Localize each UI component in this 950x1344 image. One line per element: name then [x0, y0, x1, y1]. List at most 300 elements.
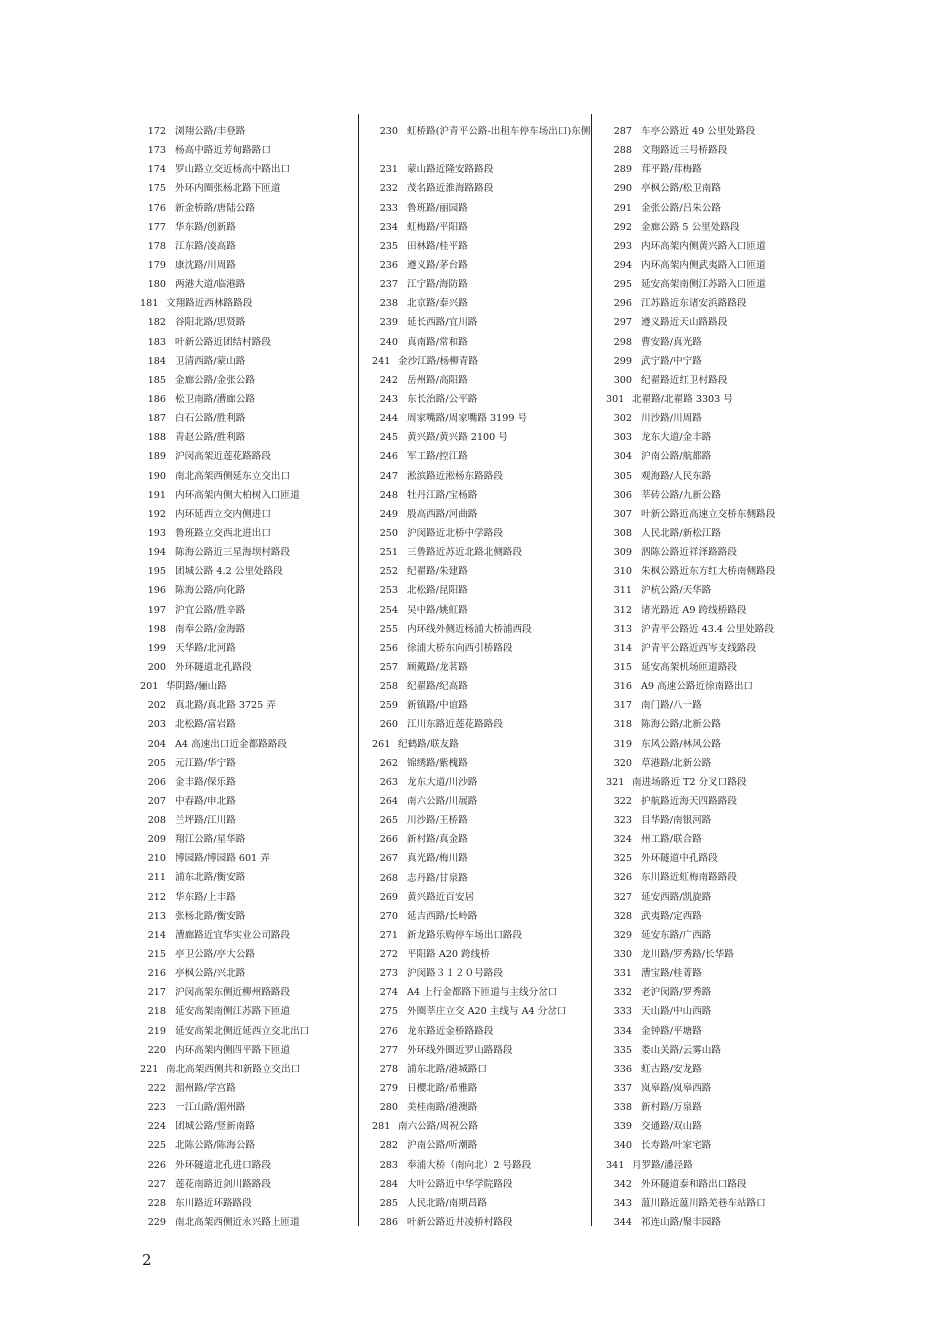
list-item: [372, 543, 602, 562]
item-location: 人民北路/南期昌路: [407, 1197, 487, 1209]
item-number: 292: [613, 221, 632, 233]
item-location: 内环高架内侧大柏树入口匝道: [175, 489, 300, 501]
item-location: 日樱北路/希雅路: [407, 1083, 478, 1095]
list-item: [372, 1022, 602, 1041]
item-location: 莲花南路近剑川路路段: [175, 1178, 271, 1190]
item-location: 南进场路近 T2 分叉口路段: [632, 776, 747, 788]
item-location: 康沈路/川周路: [175, 259, 236, 271]
list-item: [606, 371, 836, 390]
list-item: [606, 1079, 836, 1098]
item-number: 302: [613, 413, 632, 425]
item-number: 260: [379, 719, 398, 731]
item-number: 279: [379, 1083, 398, 1095]
list-item: [140, 390, 370, 409]
item-location: 延吉西路/长岭路: [407, 910, 478, 922]
item-number: 312: [613, 604, 632, 616]
list-item: [372, 811, 602, 830]
list-item: [606, 945, 836, 964]
item-location: 纪翟路近红卫村路段: [641, 374, 728, 386]
item-location: 龙东大道/川沙路: [407, 776, 478, 788]
item-location: 松卫南路/漕廊公路: [175, 393, 255, 405]
item-number: 314: [613, 642, 632, 654]
item-number: 306: [613, 489, 632, 501]
item-number: 344: [613, 1217, 632, 1229]
list-item: [140, 1060, 370, 1079]
item-number: 320: [613, 757, 632, 769]
item-number: 178: [147, 240, 166, 252]
list-item: [140, 1041, 370, 1060]
item-number: 286: [379, 1217, 398, 1229]
item-number: 230: [379, 126, 398, 137]
item-number: 305: [613, 470, 632, 482]
item-number: 266: [379, 834, 398, 846]
item-location: 川沙路/王桥路: [407, 815, 468, 827]
list-item: [140, 945, 370, 964]
item-number: 275: [379, 1006, 398, 1018]
item-location: 纪翟路/朱建路: [407, 566, 468, 578]
item-number: 340: [613, 1140, 632, 1152]
list-item: [372, 869, 602, 888]
list-item: [372, 907, 602, 926]
item-location: 亭枫公路/兴北路: [175, 968, 246, 980]
list-item: [606, 486, 836, 505]
list-item: [606, 1022, 836, 1041]
list-item: [606, 715, 836, 734]
list-item: [606, 543, 836, 562]
item-location: 北松路/富岩路: [175, 719, 236, 731]
item-location: 叶新公路近高速立交桥东侧路段: [641, 508, 776, 520]
item-number: 214: [147, 929, 166, 941]
item-location: 内环延西立交内侧进口: [175, 508, 271, 520]
list-item: [606, 218, 836, 237]
list-item: [606, 907, 836, 926]
item-number: 264: [379, 795, 398, 807]
item-number: 197: [147, 604, 166, 616]
item-number: 195: [147, 566, 166, 578]
list-item: [372, 715, 602, 734]
list-item: [606, 447, 836, 466]
item-location: 诸光路近 A9 跨线桥路段: [641, 604, 747, 616]
item-number: 186: [147, 393, 166, 405]
item-number: 271: [379, 929, 398, 941]
list-column-1: [140, 122, 370, 1232]
list-item: [372, 1041, 602, 1060]
item-location: 真南路/常和路: [407, 336, 468, 348]
list-item: [606, 160, 836, 179]
list-item: [606, 256, 836, 275]
item-number: 253: [379, 585, 398, 597]
item-number: 313: [613, 623, 632, 635]
item-number: 207: [147, 795, 166, 807]
item-number: 341: [606, 1159, 625, 1171]
list-item: [372, 275, 602, 294]
list-item: [606, 964, 836, 983]
list-item: [372, 467, 602, 486]
list-item: [372, 581, 602, 600]
item-number: 288: [613, 145, 632, 157]
item-number: 182: [147, 317, 166, 329]
list-item: [606, 849, 836, 868]
item-location: 遵义路/茅台路: [407, 260, 468, 271]
item-number: 200: [147, 661, 166, 673]
item-location: 内环高架内侧武夷路入口匝道: [641, 259, 766, 271]
item-location: 真光路/梅川路: [407, 853, 468, 865]
item-number: 223: [147, 1102, 166, 1114]
item-location: 交通路/双山路: [641, 1121, 702, 1133]
item-number: 208: [147, 815, 166, 827]
list-item: [606, 1098, 836, 1117]
item-number: 202: [147, 700, 166, 712]
item-number: 201: [140, 681, 159, 693]
item-number: 241: [372, 355, 391, 367]
item-number: 211: [147, 872, 166, 884]
item-location: 长寿路/叶家宅路: [641, 1140, 712, 1152]
item-location: 泗陈公路近祥泽路路段: [641, 547, 737, 559]
item-location: 平阳路 A20 跨线桥: [407, 949, 490, 961]
item-location: 鲁班路立交西北进出口: [175, 527, 271, 539]
list-item: [372, 256, 602, 275]
item-number: 180: [147, 279, 166, 291]
item-location: 外环隧道北孔路段: [175, 661, 252, 673]
item-location: 车亭公路近 49 公里处路段: [641, 126, 756, 137]
list-item: [140, 352, 370, 371]
list-item: [372, 754, 602, 773]
item-location: 延长西路/宜川路: [407, 317, 478, 329]
item-number: 204: [147, 738, 166, 750]
list-item: [140, 601, 370, 620]
list-item: [606, 275, 836, 294]
item-number: 252: [379, 566, 398, 578]
item-location: 黄兴路近百安居: [407, 891, 475, 903]
item-location: 博园路/博园路 601 弄: [175, 853, 270, 865]
list-item: [372, 409, 602, 428]
item-number: 237: [379, 279, 398, 291]
item-number: 173: [147, 145, 166, 157]
item-number: 343: [613, 1197, 632, 1209]
list-item: [140, 792, 370, 811]
list-item: [372, 849, 602, 868]
item-number: 284: [379, 1178, 398, 1190]
item-location: 龙川路/罗秀路/长华路: [641, 949, 734, 961]
item-number: 311: [613, 585, 632, 597]
list-item: [606, 658, 836, 677]
item-number: 188: [147, 432, 166, 444]
list-item: [606, 390, 836, 409]
item-location: 团城公路/竖新南路: [175, 1121, 255, 1133]
item-number: 246: [379, 451, 398, 463]
item-location: 牡丹江路/宝杨路: [407, 489, 478, 501]
list-item: [606, 620, 836, 639]
list-item: [372, 792, 602, 811]
item-number: 339: [613, 1121, 632, 1133]
item-location: 岚皋路/岚皋西路: [641, 1083, 712, 1095]
item-number: 181: [140, 298, 159, 310]
item-number: 236: [379, 260, 398, 271]
item-number: 265: [379, 815, 398, 827]
list-item: [140, 735, 370, 754]
item-location: 华阴路/骊山路: [166, 681, 227, 693]
item-location: 吴中路/姚虹路: [407, 604, 468, 616]
list-item: [140, 543, 370, 562]
item-location: 草港路/北新公路: [641, 757, 712, 769]
item-number: 321: [606, 776, 625, 788]
item-number: 283: [379, 1159, 398, 1171]
item-number: 225: [147, 1140, 166, 1152]
list-item: [606, 1041, 836, 1060]
item-location: 漕廊路近宜华实业公司路段: [175, 929, 291, 941]
item-number: 338: [613, 1102, 632, 1114]
item-number: 247: [379, 470, 398, 482]
item-number: 330: [613, 949, 632, 961]
item-location: 武夷路/定西路: [641, 910, 702, 922]
list-item: [606, 983, 836, 1002]
item-number: 307: [613, 508, 632, 520]
item-number: 235: [379, 240, 398, 252]
item-location: 沪闵高架东侧近柳州路路段: [175, 987, 291, 999]
list-item: [372, 1156, 602, 1175]
item-number: 310: [613, 566, 632, 578]
item-location: 南门路/八一路: [641, 700, 702, 712]
item-location: 内环高架内侧黄兴路入口匝道: [641, 240, 766, 252]
item-number: 280: [379, 1102, 398, 1114]
item-location: 江东路/凌高路: [175, 240, 236, 252]
item-location: 内环线外侧近杨浦大桥浦西段: [407, 623, 532, 635]
item-location: 周家嘴路/周家嘴路 3199 号: [407, 413, 528, 425]
item-number: 261: [372, 738, 391, 750]
item-number: 221: [140, 1063, 159, 1075]
item-number: 323: [613, 815, 632, 827]
item-location: 金丰路/保乐路: [175, 776, 236, 788]
item-number: 324: [613, 834, 632, 846]
item-number: 254: [379, 604, 398, 616]
item-location: 美桂南路/港澳路: [407, 1102, 478, 1114]
item-number: 282: [379, 1140, 398, 1152]
list-item: [140, 1194, 370, 1213]
item-number: 326: [613, 872, 632, 884]
item-number: 227: [147, 1178, 166, 1190]
item-location: 亭枫公路/松卫南路: [641, 183, 721, 195]
item-number: 233: [379, 202, 398, 214]
item-number: 325: [613, 853, 632, 865]
list-item: [140, 639, 370, 658]
item-location: 沪宜公路/胜辛路: [175, 604, 246, 616]
item-location: 文翔路近西林路路段: [166, 298, 253, 310]
list-item: [140, 811, 370, 830]
item-location: 内环高架内侧四平路下匝道: [175, 1044, 291, 1056]
item-number: 298: [613, 336, 632, 348]
list-item: [140, 371, 370, 390]
item-location: 沪杭公路/天华路: [641, 585, 712, 597]
item-location: 浦东北路/港城路口: [407, 1063, 487, 1075]
list-item: [372, 658, 602, 677]
item-number: 304: [613, 451, 632, 463]
item-location: 延安高架南侧江苏路下匝道: [175, 1006, 291, 1018]
list-item: [606, 792, 836, 811]
list-item: [372, 830, 602, 849]
list-column-2: [372, 122, 602, 1232]
list-item: [606, 122, 836, 141]
item-location: 杨高中路近芳甸路路口: [175, 145, 271, 157]
list-item: [606, 1213, 836, 1232]
item-location: 新金桥路/唐陆公路: [175, 202, 255, 214]
item-location: 天华路/北河路: [175, 642, 236, 654]
list-item: [140, 1213, 370, 1232]
item-location: 团城公路 4.2 公里处路段: [175, 566, 283, 578]
item-number: 218: [147, 1006, 166, 1018]
item-location: 一江山路/湄州路: [175, 1102, 246, 1114]
item-number: 337: [613, 1083, 632, 1095]
item-number: 269: [379, 891, 398, 903]
list-item: [372, 945, 602, 964]
item-number: 176: [147, 202, 166, 214]
item-number: 259: [379, 700, 398, 712]
list-item: [606, 237, 836, 256]
list-item: [606, 677, 836, 696]
list-item: [140, 141, 370, 160]
item-number: 250: [379, 527, 398, 539]
list-item: [140, 313, 370, 332]
item-location: 江宁路/海防路: [407, 279, 468, 291]
item-number: 192: [147, 508, 166, 520]
list-item: [372, 333, 602, 352]
item-location: 叶新公路近井凌桥村路段: [407, 1217, 513, 1229]
list-item: [372, 677, 602, 696]
item-location: 观海路/人民东路: [641, 470, 712, 482]
list-item: [372, 179, 602, 198]
list-item: [372, 1194, 602, 1213]
item-number: 238: [379, 298, 398, 310]
item-number: 179: [147, 259, 166, 271]
item-location: 外环隧道中孔路段: [641, 853, 718, 865]
item-location: 遵义路近天山路路段: [641, 317, 728, 329]
list-item: [606, 199, 836, 218]
list-item: [606, 505, 836, 524]
item-number: 177: [147, 221, 166, 233]
item-location: 延安高架南侧江苏路入口匝道: [641, 279, 766, 291]
item-location: 漕宝路/桂菁路: [641, 968, 702, 980]
item-location: 月罗路/潘泾路: [632, 1159, 693, 1171]
item-location: 金钟路/平塘路: [641, 1025, 702, 1037]
item-location: 纪翟路/纪高路: [407, 681, 468, 693]
list-item: [140, 715, 370, 734]
item-number: 328: [613, 910, 632, 922]
list-item: [140, 1002, 370, 1021]
item-number: 318: [613, 719, 632, 731]
list-item: [372, 447, 602, 466]
item-location: 人民北路/新松江路: [641, 527, 721, 539]
item-number: 187: [147, 413, 166, 425]
item-location: 南北高架西侧近永兴路上匝道: [175, 1217, 300, 1229]
item-number: 183: [147, 336, 166, 348]
item-number: 229: [147, 1217, 166, 1229]
item-number: 198: [147, 623, 166, 635]
item-number: 242: [379, 374, 398, 386]
item-number: 240: [379, 336, 398, 348]
item-number: 194: [147, 547, 166, 559]
list-item: [606, 1194, 836, 1213]
list-item: [372, 428, 602, 447]
list-item: [140, 218, 370, 237]
list-item: [606, 1136, 836, 1155]
list-item: [606, 696, 836, 715]
list-item: [606, 735, 836, 754]
item-location: 沪南公路/航都路: [641, 451, 712, 463]
list-item: [140, 907, 370, 926]
list-item: [372, 983, 602, 1002]
item-location: 朱枫公路近东方红大桥南侧路段: [641, 566, 776, 578]
list-item: [606, 1060, 836, 1079]
item-location: 护航路近海天四路路段: [641, 795, 737, 807]
list-item: [372, 773, 602, 792]
item-location: 东风公路/林风公路: [641, 738, 721, 750]
list-item: [372, 122, 602, 160]
item-location: 淞滨路近淞杨东路路段: [407, 470, 503, 482]
item-location: 新镇路/中谊路: [407, 700, 468, 712]
item-number: 244: [379, 413, 398, 425]
item-number: 331: [613, 968, 632, 980]
item-location: 浦东北路/衡安路: [175, 872, 246, 884]
list-item: [140, 199, 370, 218]
item-number: 316: [613, 681, 632, 693]
item-number: 219: [147, 1025, 166, 1037]
list-item: [140, 1117, 370, 1136]
list-item: [140, 294, 370, 313]
item-location: 志丹路/甘泉路: [407, 872, 468, 884]
item-number: 332: [613, 987, 632, 999]
item-number: 273: [379, 968, 398, 980]
item-number: 257: [379, 661, 398, 673]
item-number: 272: [379, 949, 398, 961]
item-location: 黄兴路/黄兴路 2100 号: [407, 432, 508, 444]
item-location: 龙东路近金桥路路段: [407, 1025, 494, 1037]
item-number: 274: [379, 987, 398, 999]
item-location: 青赵公路/胜利路: [175, 432, 246, 444]
item-number: 175: [147, 183, 166, 195]
item-number: 245: [379, 432, 398, 444]
item-number: 220: [147, 1044, 166, 1056]
list-item: [372, 601, 602, 620]
item-number: 303: [613, 432, 632, 444]
list-item: [606, 352, 836, 371]
list-item: [606, 830, 836, 849]
item-location: 华东路/创新路: [175, 221, 236, 233]
list-item: [606, 333, 836, 352]
list-item: [606, 1175, 836, 1194]
list-item: [140, 409, 370, 428]
column-divider: [358, 114, 359, 1226]
list-item: [606, 179, 836, 198]
list-item: [606, 1156, 836, 1175]
list-item: [140, 1098, 370, 1117]
item-location: 叶新公路近团结村路段: [175, 336, 271, 348]
item-location: 延安东路/广西路: [641, 929, 712, 941]
list-item: [140, 275, 370, 294]
item-number: 248: [379, 489, 398, 501]
item-number: 342: [613, 1178, 632, 1190]
list-item: [606, 811, 836, 830]
item-number: 317: [613, 700, 632, 712]
item-location: 中春路/申北路: [175, 795, 236, 807]
list-item: [372, 199, 602, 218]
item-location: 延安西路/凯旋路: [641, 891, 712, 903]
list-item: [140, 696, 370, 715]
item-location: 大叶公路近中华学院路段: [407, 1178, 513, 1190]
item-number: 174: [147, 164, 166, 176]
list-item: [606, 428, 836, 447]
item-location: 娄山关路/云雾山路: [641, 1044, 721, 1056]
list-item: [140, 926, 370, 945]
item-location: 蒙山路近隆安路路段: [407, 164, 494, 176]
